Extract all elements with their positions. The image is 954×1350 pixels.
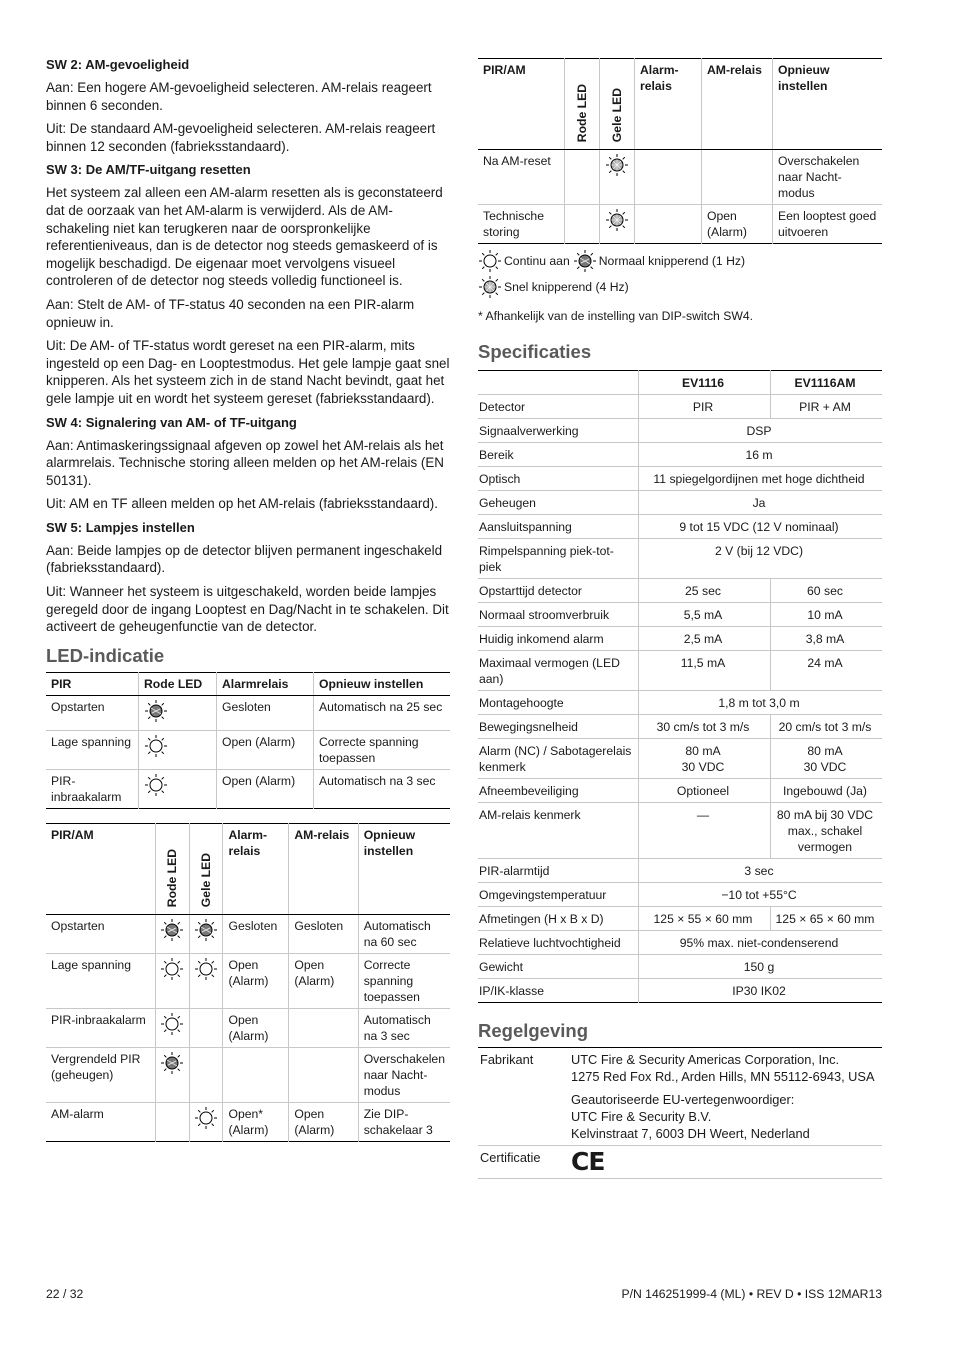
sw3-intro: Het systeem zal alleen een AM-alarm resetten als is geconstateerd dat de oorzaak van het AM-alarm is verwijderd. Als de AM-schakeling niet kan terugkeren naar de oorspronkelijke referentieniveaus, dan is de detector nog steeds gemaskeerd of is mogelijk beschadigd. De eigenaar moet vervolgens visueel controleren of de detector nog steeds volledig functioneel is.: [46, 185, 443, 289]
led-on-icon: [194, 957, 218, 981]
spec-value-ev1116am: 80 mA bij 30 VDC max., schakel vermogen: [771, 803, 883, 859]
spec-row: [478, 931, 882, 955]
col-header: EV1116: [639, 371, 771, 395]
col-header-vertical: Rode LED: [575, 83, 589, 142]
col-header: Rode LED: [139, 672, 217, 695]
row-label: Lage spanning: [46, 730, 139, 769]
table-row: [46, 1047, 450, 1102]
spec-row: [478, 515, 882, 539]
spec-value: 95% max. niet-condenserend: [639, 931, 883, 955]
spec-row: [478, 651, 882, 691]
spec-row: [478, 491, 882, 515]
sw2-on: Aan: Een hogere AM-gevoeligheid selecteren. AM-relais reageert binnen 6 seconden.: [46, 80, 432, 113]
spec-row: [478, 395, 882, 419]
spec-value-ev1116am: 125 × 65 × 60 mm: [771, 907, 883, 931]
spec-value: 16 m: [639, 443, 883, 467]
yellow-led-cell: [600, 150, 635, 205]
table-row: [478, 150, 882, 205]
ce-mark-icon: CE: [571, 1147, 605, 1176]
spec-value-ev1116am: 80 mA 30 VDC: [771, 739, 883, 779]
spec-value-ev1116am: 3,8 mA: [771, 627, 883, 651]
led-on-icon: [194, 1106, 218, 1130]
col-header-vertical: Gele LED: [610, 87, 624, 142]
spec-value: 2 V (bij 12 VDC): [639, 539, 883, 579]
table-row: [46, 914, 450, 953]
spec-label: Bewegingsnelheid: [478, 715, 639, 739]
footnote: * Afhankelijk van de instelling van DIP-switch SW4.: [478, 309, 754, 323]
red-led-cell: [155, 1008, 189, 1047]
reset-cell: Automatisch na 60 sec: [358, 914, 450, 953]
pir-am-led-table: [46, 823, 450, 1142]
led-legend: [478, 248, 882, 324]
spec-label: Gewicht: [478, 955, 639, 979]
spec-value-ev1116am: PIR + AM: [771, 395, 883, 419]
spec-value-ev1116: Optioneel: [639, 779, 771, 803]
red-led-cell: [565, 205, 600, 244]
red-led-cell: [155, 914, 189, 953]
table-header-row: [46, 823, 450, 914]
table-row: [46, 769, 450, 808]
spec-value-ev1116: PIR: [639, 395, 771, 419]
legend-slow-label: Normaal knipperend (1 Hz): [598, 254, 746, 268]
spec-value-ev1116am: 20 cm/s tot 3 m/s: [771, 715, 883, 739]
spec-row: [478, 603, 882, 627]
red-led-cell: [139, 695, 217, 730]
spec-row: [478, 467, 882, 491]
col-header: AM-relais: [289, 823, 358, 914]
col-header: Opnieuw instellen: [358, 823, 450, 914]
row-label: PIR-inbraakalarm: [46, 1008, 155, 1047]
reset-cell: Overschakelen naar Nacht-modus: [773, 150, 883, 205]
specs-title: Specificaties: [478, 341, 592, 362]
yellow-led-cell: [189, 1102, 223, 1141]
spec-value-ev1116: 125 × 55 × 60 mm: [639, 907, 771, 931]
spec-row: [478, 419, 882, 443]
spec-label: Aansluitspanning: [478, 515, 639, 539]
table-row: [46, 953, 450, 1008]
red-led-cell: [565, 150, 600, 205]
sw4-off: Uit: AM en TF alleen melden op het AM-relais (fabrieksstandaard).: [46, 496, 438, 512]
spec-label: PIR-alarmtijd: [478, 859, 639, 883]
pir-led-table: [46, 672, 450, 809]
alarm-relay-cell: [223, 1047, 289, 1102]
led-section-title: LED-indicatie: [46, 644, 165, 666]
led-slow-blink-icon: [160, 918, 184, 942]
spec-row: [478, 803, 882, 859]
yellow-led-cell: [189, 914, 223, 953]
am-relay-cell: Gesloten: [289, 914, 358, 953]
red-led-cell: [155, 953, 189, 1008]
spec-label: IP/IK-klasse: [478, 979, 639, 1003]
reset-cell: Automatisch na 3 sec: [314, 769, 451, 808]
spec-label: Alarm (NC) / Sabotagerelais kenmerk: [478, 739, 639, 779]
eu-rep-name: UTC Fire & Security B.V.: [571, 1109, 712, 1124]
row-label: AM-alarm: [46, 1102, 155, 1141]
led-fast-blink-icon: [478, 275, 502, 299]
spec-label: Normaal stroomverbruik: [478, 603, 639, 627]
led-on-icon: [160, 1012, 184, 1036]
spec-row: [478, 883, 882, 907]
spec-value-ev1116am: Ingebouwd (Ja): [771, 779, 883, 803]
row-label: Na AM-reset: [483, 154, 551, 168]
am-relay-cell: [702, 150, 773, 205]
spec-row: [478, 779, 882, 803]
certification-label: Certificatie: [478, 1146, 569, 1179]
spec-value: 1,8 m tot 3,0 m: [639, 691, 883, 715]
reset-cell: Automatisch na 3 sec: [358, 1008, 450, 1047]
col-header: Alarm-relais: [635, 59, 702, 150]
led-on-icon: [478, 249, 502, 273]
spec-label: Huidig inkomend alarm: [478, 627, 639, 651]
led-on-icon: [144, 773, 168, 797]
alarm-relay-cell: [635, 150, 702, 205]
reset-cell: Automatisch na 25 sec: [314, 695, 451, 730]
sw3-heading: SW 3: De AM/TF-uitgang resetten: [46, 162, 251, 178]
col-header: AM-relais: [702, 59, 773, 150]
spec-value-ev1116am: 10 mA: [771, 603, 883, 627]
sw3-on: Aan: Stelt de AM- of TF-status 40 seconden na een PIR-alarm opnieuw in.: [46, 296, 415, 330]
spec-label: Signaalverwerking: [478, 419, 639, 443]
relay-cell: Gesloten: [217, 695, 314, 730]
reset-cell: Correcte spanning toepassen: [358, 953, 450, 1008]
spec-value-ev1116: 80 mA 30 VDC: [639, 739, 771, 779]
legend-on-label: Continu aan: [504, 254, 570, 268]
led-slow-blink-icon: [144, 699, 168, 723]
led-on-icon: [144, 734, 168, 758]
am-relay-cell: [289, 1008, 358, 1047]
spec-row: [478, 627, 882, 651]
sw2-off: Uit: De standaard AM-gevoeligheid selecteren. AM-relais reageert binnen 12 seconden (fabrieksstandaard).: [46, 121, 436, 154]
spec-value-ev1116: 2,5 mA: [639, 627, 771, 651]
led-on-icon: [160, 957, 184, 981]
spec-row: [478, 539, 882, 579]
spec-value: IP30 IK02: [639, 979, 883, 1003]
row-label: Technische storing: [478, 205, 565, 244]
led-slow-blink-icon: [160, 1051, 184, 1075]
row-label: PIR-inbraakalarm: [46, 769, 139, 808]
yellow-led-cell: [189, 953, 223, 1008]
yellow-led-cell: [600, 205, 635, 244]
spec-value: −10 tot +55°C: [639, 883, 883, 907]
spec-label: Bereik: [478, 443, 639, 467]
am-relay-cell: [289, 1047, 358, 1102]
spec-row: [478, 443, 882, 467]
spec-row: [478, 979, 882, 1003]
left-column: [46, 56, 450, 1142]
spec-label: Optisch: [478, 467, 639, 491]
alarm-relay-cell: [635, 205, 702, 244]
led-fast-blink-icon: [605, 153, 629, 177]
led-slow-blink-icon: [573, 249, 597, 273]
relay-cell: Open (Alarm): [217, 769, 314, 808]
row-label: Lage spanning: [46, 953, 155, 1008]
table-row: [46, 730, 450, 769]
table-header-row: [478, 371, 882, 395]
spec-value: DSP: [639, 419, 883, 443]
spec-label: Omgevingstemperatuur: [478, 883, 639, 907]
spec-value: Ja: [639, 491, 883, 515]
table-header-row: [46, 672, 450, 695]
spec-value-ev1116: 11,5 mA: [639, 651, 771, 691]
row-label: Opstarten: [51, 699, 105, 714]
red-led-cell: [155, 1047, 189, 1102]
spec-label: Geheugen: [478, 491, 639, 515]
sw3-off: Uit: De AM- of TF-status wordt gereset na een PIR-alarm, mits ingesteld op een Dag- en Looptestmodus. Het gele lampje gaat snel knipperen. Als het systeem zich in de stand Nacht bevindt, gaat het gele lampje uit en wordt het systeem gereset (fabrieksstandaard).: [46, 338, 450, 406]
sw5-off: Uit: Wanneer het systeem is uitgeschakeld, worden beide lampjes geregeld door de ingang Looptest en Dag/Nacht in te schakelen. Dit activeert de geheugenfunctie van de detector.: [46, 584, 449, 635]
manufacturer-name: UTC Fire & Security Americas Corporation, Inc.: [571, 1052, 840, 1067]
eu-rep-title: Geautoriseerde EU-vertegenwoordiger:: [571, 1092, 795, 1107]
reset-cell: Overschakelen naar Nacht-modus: [358, 1047, 450, 1102]
table-row: [46, 695, 450, 730]
spec-value-ev1116am: 60 sec: [771, 579, 883, 603]
red-led-cell: [155, 1102, 189, 1141]
spec-label: AM-relais kenmerk: [478, 803, 639, 859]
spec-value: 150 g: [639, 955, 883, 979]
spec-value: 9 tot 15 VDC (12 V nominaal): [639, 515, 883, 539]
table-row: [46, 1008, 450, 1047]
col-header: PIR/AM: [478, 59, 565, 150]
spec-label: Montagehoogte: [478, 691, 639, 715]
relay-cell: Open (Alarm): [217, 730, 314, 769]
red-led-cell: [139, 769, 217, 808]
spec-value: 11 spiegelgordijnen met hoge dichtheid: [639, 467, 883, 491]
col-header: PIR/AM: [46, 823, 155, 914]
regulatory-title: Regelgeving: [478, 1020, 588, 1041]
yellow-led-cell: [189, 1008, 223, 1047]
sw5-on: Aan: Beide lampjes op de detector blijven permanent ingeschakeld (fabrieksstandaard).: [46, 542, 443, 576]
col-header: Opnieuw instellen: [314, 672, 451, 695]
alarm-relay-cell: Open* (Alarm): [223, 1102, 289, 1141]
col-header: PIR: [46, 672, 139, 695]
specs-table: [478, 370, 882, 1003]
spec-value-ev1116: 5,5 mA: [639, 603, 771, 627]
spec-row: [478, 579, 882, 603]
spec-value-ev1116am: 24 mA: [771, 651, 883, 691]
manufacturer-address: 1275 Red Fox Rd., Arden Hills, MN 55112-6943, USA: [571, 1069, 875, 1084]
spec-row: [478, 715, 882, 739]
document-reference: P/N 146251999-4 (ML) • REV D • ISS 12MAR13: [621, 1287, 882, 1301]
reset-cell: Correcte spanning toepassen: [314, 730, 451, 769]
page-number: 22 / 32: [46, 1287, 84, 1301]
table-row: [478, 205, 882, 244]
col-header-vertical: Rode LED: [165, 848, 180, 907]
legend-fast-label: Snel knipperend (4 Hz): [504, 280, 629, 294]
spec-label: Rimpelspanning piek-tot-piek: [478, 539, 639, 579]
sw2-heading: SW 2: AM-gevoeligheid: [46, 57, 190, 72]
alarm-relay-cell: Gesloten: [223, 914, 289, 953]
sw4-heading: SW 4: Signalering van AM- of TF-uitgang: [46, 414, 297, 430]
pir-am-led-table-continued: [478, 58, 882, 244]
eu-rep-address: Kelvinstraat 7, 6003 DH Weert, Nederland: [571, 1126, 810, 1141]
col-header-vertical: Gele LED: [199, 852, 214, 907]
regulatory-table: [478, 1047, 882, 1179]
col-header: Alarm-relais: [223, 823, 289, 914]
led-fast-blink-icon: [605, 208, 629, 232]
alarm-relay-cell: Open (Alarm): [223, 1008, 289, 1047]
am-relay-cell: Open (Alarm): [289, 953, 358, 1008]
spec-value-ev1116: 25 sec: [639, 579, 771, 603]
spec-label: Afmetingen (H x B x D): [478, 907, 639, 931]
spec-label: Detector: [478, 395, 639, 419]
spec-row: [478, 859, 882, 883]
spec-label: Maximaal vermogen (LED aan): [478, 651, 639, 691]
row-label: Vergrendeld PIR (geheugen): [46, 1047, 155, 1102]
table-header-row: [478, 59, 882, 150]
spec-label: Opstarttijd detector: [478, 579, 639, 603]
am-relay-cell: Open (Alarm): [702, 205, 773, 244]
manufacturer-label: Fabrikant: [480, 1052, 534, 1067]
spec-value-ev1116: 30 cm/s tot 3 m/s: [639, 715, 771, 739]
spec-value: 3 sec: [639, 859, 883, 883]
red-led-cell: [139, 730, 217, 769]
reset-cell: Zie DIP-schakelaar 3: [358, 1102, 450, 1141]
spec-label: Relatieve luchtvochtigheid: [478, 931, 639, 955]
yellow-led-cell: [189, 1047, 223, 1102]
table-row: [46, 1102, 450, 1141]
col-header: Alarmrelais: [217, 672, 314, 695]
right-column: [478, 58, 882, 1179]
sw4-on: Aan: Antimaskeringssignaal afgeven op zowel het AM-relais als het alarmrelais. Technische storing alleen melden op het AM-relais (EN 50131).: [46, 437, 444, 488]
spec-row: [478, 739, 882, 779]
spec-row: [478, 907, 882, 931]
alarm-relay-cell: Open (Alarm): [223, 953, 289, 1008]
spec-row: [478, 691, 882, 715]
row-label: Opstarten: [51, 918, 105, 933]
reset-cell: Een looptest goed uitvoeren: [773, 205, 883, 244]
spec-row: [478, 955, 882, 979]
col-header: EV1116AM: [771, 371, 883, 395]
spec-label: Afneembeveiliging: [478, 779, 639, 803]
col-header: Opnieuw instellen: [773, 59, 883, 150]
sw5-heading: SW 5: Lampjes instellen: [46, 519, 195, 535]
led-slow-blink-icon: [194, 918, 218, 942]
spec-value-ev1116: —: [639, 803, 771, 859]
am-relay-cell: Open (Alarm): [289, 1102, 358, 1141]
